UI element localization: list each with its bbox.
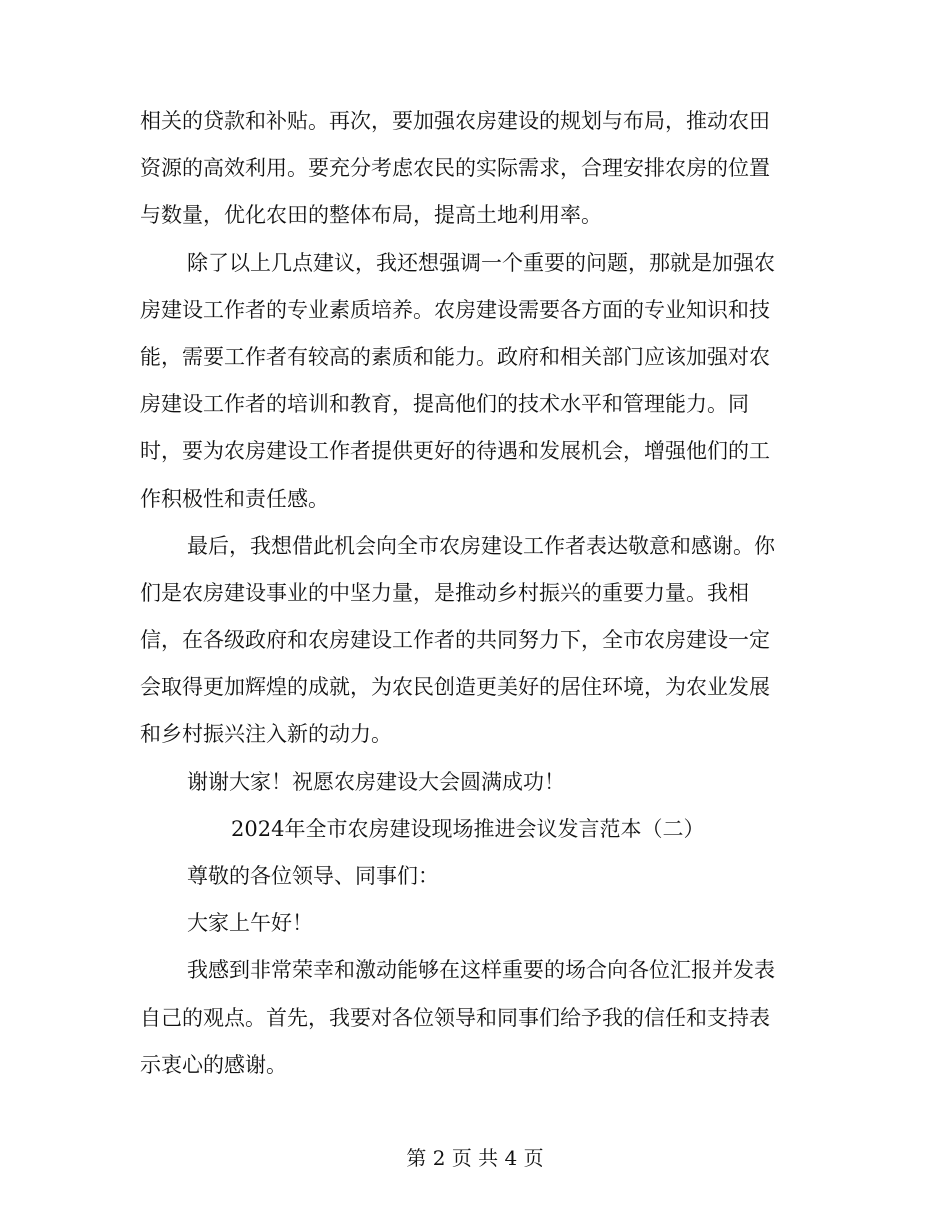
paragraph-training — [140, 240, 812, 523]
page-number-footer: 第 2 页 共 4 页 — [406, 1146, 544, 1170]
text-line: 能，需要工作者有较高的素质和能力。政府和相关部门应该加强对农 — [140, 344, 770, 369]
text-line: 和乡村振兴注入新的动力。 — [140, 722, 392, 747]
text-line: 我感到非常荣幸和激动能够在这样重要的场合向各位汇报并发表 — [187, 958, 775, 983]
text-line: 尊敬的各位领导、同事们： — [187, 864, 439, 888]
text-line: 作积极性和责任感。 — [140, 486, 329, 511]
paragraph-opening — [140, 947, 812, 1089]
paragraph-greeting — [140, 900, 812, 947]
paragraph-salutation — [140, 853, 812, 900]
paragraph-closing — [140, 759, 812, 806]
text-line: 房建设工作者的专业素质培养。农房建设需要各方面的专业知识和技 — [140, 297, 770, 322]
text-line: 除了以上几点建议，我还想强调一个重要的问题，那就是加强农 — [187, 250, 775, 275]
text-line: 谢谢大家！祝愿农房建设大会圆满成功！ — [187, 769, 565, 794]
text-line: 与数量，优化农田的整体布局，提高土地利用率。 — [140, 203, 602, 228]
text-line: 们是农房建设事业的中坚力量，是推动乡村振兴的重要力量。我相 — [140, 580, 749, 605]
text-line: 信，在各级政府和农房建设工作者的共同努力下，全市农房建设一定 — [140, 628, 770, 653]
text-line: 房建设工作者的培训和教育，提高他们的技术水平和管理能力。同 — [140, 392, 749, 417]
text-line: 相关的贷款和补贴。再次，要加强农房建设的规划与布局，推动农田 — [140, 109, 770, 133]
heading-line: 2024年全市农房建设现场推进会议发言范本（二） — [231, 816, 705, 841]
paragraph-continuation — [140, 98, 812, 240]
document-body — [140, 98, 812, 1089]
text-line: 示衷心的感谢。 — [140, 1052, 287, 1077]
text-line: 自己的观点。首先，我要对各位领导和同事们给予我的信任和支持表 — [140, 1005, 770, 1030]
text-line: 大家上午好！ — [187, 911, 313, 936]
text-line: 时，要为农房建设工作者提供更好的待遇和发展机会，增强他们的工 — [140, 439, 770, 464]
text-line: 会取得更加辉煌的成就，为农民创造更美好的居住环境，为农业发展 — [140, 675, 770, 700]
text-line: 最后，我想借此机会向全市农房建设工作者表达敬意和感谢。你 — [187, 533, 775, 558]
text-line: 资源的高效利用。要充分考虑农民的实际需求，合理安排农房的位置 — [140, 156, 770, 181]
paragraph-gratitude — [140, 523, 812, 759]
section-heading — [140, 806, 812, 853]
